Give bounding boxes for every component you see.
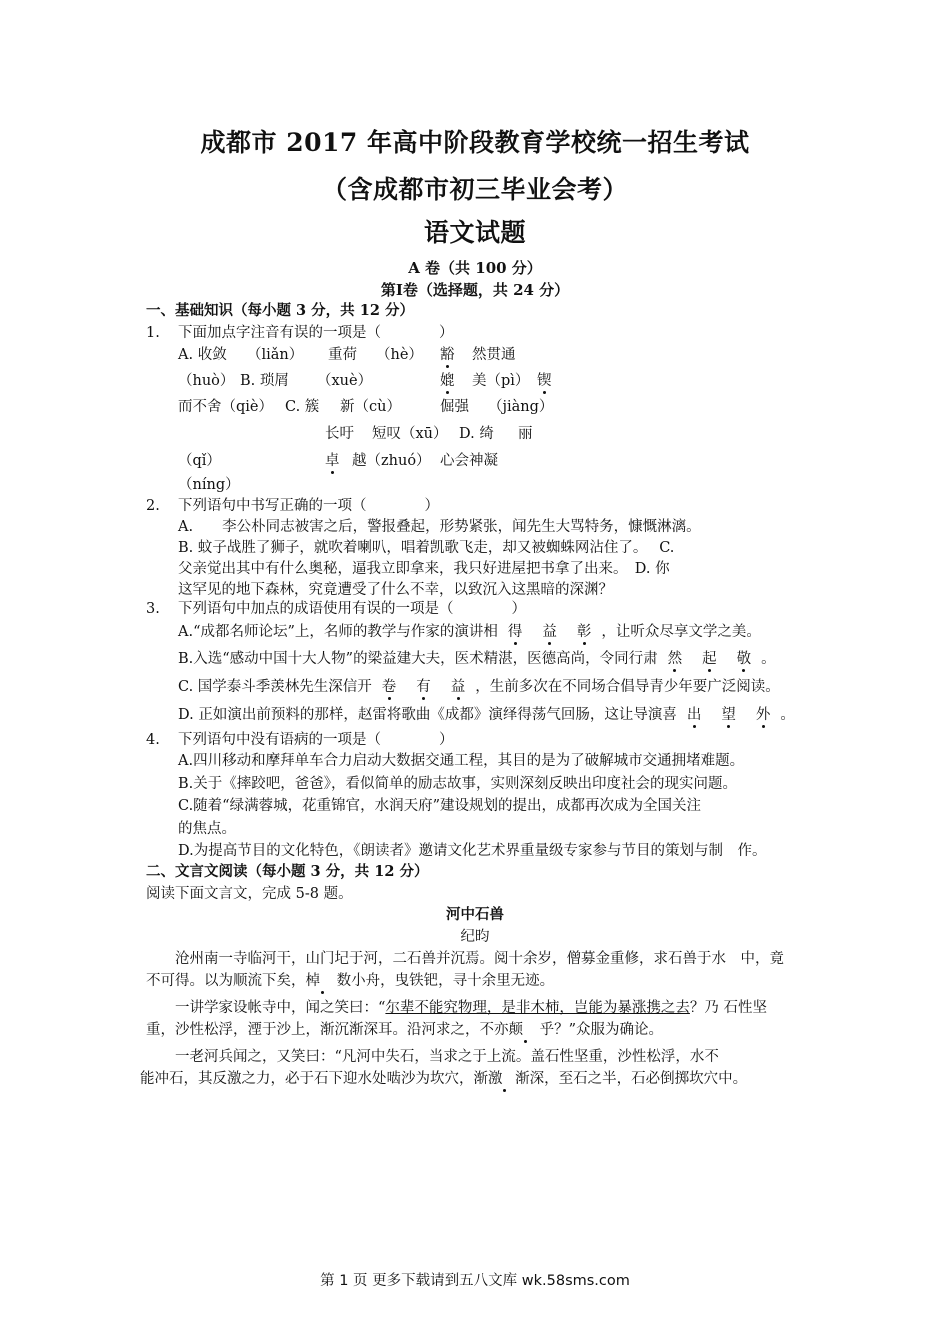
exam-subtitle: （含成都市初三毕业会考） [321, 175, 628, 204]
volume-a-label: A 卷（共 100 分） [408, 259, 542, 277]
exam-title: 成都市 2017 年高中阶段教育学校统一招生考试 [200, 128, 750, 157]
q3-option-d [178, 706, 795, 724]
idiom-char-2: 有 [416, 679, 431, 695]
essay-p1-line1: 沧州南一寺临河干，山门圮于河，二石兽并沉焉。阅十余岁，僧募金重修，求石兽于水 中，竟 [175, 951, 784, 967]
essay-text: ？乃 石性坚 [689, 1000, 768, 1016]
q1-option-d-pinyin: （qǐ） [178, 453, 221, 469]
underlined-sentence: 尔辈不能究物理，是非木柿，岂能为暴涨携之去 [385, 1000, 690, 1016]
q1-option-b-cont: 而不舍（qiè） [178, 399, 274, 415]
q2-option-d: 这罕见的地下森林，究竟遭受了什么不幸，以致沉入这黑暗的深渊？ [178, 582, 613, 598]
essay-text: 数小舟，曳铁钯，寻十余里无迹。 [336, 973, 555, 989]
idiom-char-3: 外 [755, 707, 771, 723]
q1-option-c-pinyin: 新（cù） [340, 399, 401, 415]
dotted-char [503, 1071, 508, 1087]
q3-option-c [178, 678, 780, 696]
page-footer: 第 1 页 更多下载请到五八文库 wk.58sms.com [320, 1273, 630, 1289]
section-2-heading: 二、文言文阅读（每小题 3 分，共 12 分） [146, 863, 429, 880]
q3-a-post: ，让听众尽享文学之美。 [601, 624, 761, 640]
q3-stem: 下列语句中加点的成语使用有误的一项是（ ） [178, 601, 526, 617]
q1-option-b-pinyin2: 美（pì） [472, 373, 530, 389]
q1-option-d-pinyin3: （níng） [178, 477, 240, 493]
essay-text: 能冲石，其反激之力，必于石 [140, 1071, 329, 1087]
essay-text: 渐深，至石之半，石 [515, 1071, 646, 1087]
q4-option-a: A.四川移动和摩拜单车合力启动大数据交通工程，其目的是为了破解城市交通拥堵难题。 [178, 753, 745, 769]
essay-text: 下迎水处啮沙为坎穴，渐激 [328, 1071, 503, 1087]
section-1-heading: 一、基础知识（每小题 3 分，共 12 分） [146, 302, 414, 319]
dotted-char [320, 973, 325, 989]
q3-option-a [178, 623, 761, 641]
q1-pinyin: （huò） [178, 373, 235, 389]
dotted-char: 豁 [440, 347, 455, 363]
q1-option-a-word3 [440, 346, 455, 364]
q1-option-a-word2: 重荷 [328, 347, 357, 363]
q1-option-b-word2 [440, 372, 455, 390]
idiom-char-2: 益 [542, 624, 557, 640]
idiom-char-2: 望 [721, 707, 736, 723]
q1-option-d: D. 绮 [459, 426, 494, 442]
q4-option-d: D.为提高节目的文化特色，《朗读者》邀请文化艺术界重量级专家参与节目的策划与制 作。 [178, 843, 767, 859]
q1-option-a-pinyin2: （hè） [376, 347, 423, 363]
dotted-char [523, 1022, 528, 1038]
q1-option-c-pinyin3: 短叹（xū） [372, 426, 448, 442]
essay-p3-line1: 一老河兵闻之，又笑曰：“凡河中失石，当求之于上流。盖石性坚重，沙性松浮，水不 [175, 1049, 719, 1065]
essay-title: 河中石兽 [446, 906, 504, 923]
subject-title: 语文试题 [423, 218, 526, 247]
q1-option-c-word3: 长吁 [325, 426, 354, 442]
idiom-char-2: 起 [702, 651, 717, 667]
volume-1-label: 第Ⅰ卷（选择题，共 24 分） [380, 281, 570, 299]
q3-number: 3. [146, 601, 160, 617]
idiom-char-1: 出 [686, 707, 702, 723]
q1-number: 1. [146, 325, 160, 341]
q3-option-b [178, 650, 776, 668]
q4-stem: 下列语句中没有语病的一项是（ ） [178, 732, 454, 748]
essay-text: 不可得。以为顺流下矣，棹 [146, 973, 320, 989]
q2-option-c: 父亲觉出其中有什么奥秘，逼我立即拿来，我只好进屋把书拿了出来。 D. 你 [178, 561, 670, 577]
essay-text: 一讲学家设帐寺中，闻之笑曰：“ [175, 1000, 386, 1016]
essay-text: 乎？”众服为确论。 [539, 1022, 664, 1038]
q3-d-post: 。 [780, 707, 795, 723]
idiom-char-1: 得 [507, 624, 523, 640]
q1-option-c-word2: 倔强 [440, 399, 469, 415]
q3-c-post: ，生前多次在不同场合倡导青少年要广泛阅读。 [475, 679, 780, 695]
q1-option-b: B. 琐屑 [240, 373, 289, 389]
essay-author: 纪昀 [460, 929, 490, 945]
idiom-char-3: 彰 [576, 624, 592, 640]
q4-number: 4. [146, 732, 160, 748]
idiom-char-3: 敬 [736, 651, 752, 667]
essay-p2-line1 [175, 999, 767, 1017]
essay-p2-line2 [146, 1021, 663, 1039]
q1-option-c-word: C. 簇 [285, 399, 320, 415]
q2-stem: 下列语句中书写正确的一项（ ） [178, 498, 439, 514]
q1-option-b-pinyin: （xuè） [317, 373, 373, 389]
essay-text: 必倒掷坎穴中。 [645, 1071, 748, 1087]
q1-option-d-word2 [325, 452, 340, 470]
essay-p3-line2 [140, 1070, 747, 1088]
dotted-char: 卓 [325, 453, 340, 469]
q2-option-b: B. 蚊子战胜了狮子，就吹着喇叭，唱着凯歌飞走，却又被蜘蛛网沾住了。 C. [178, 540, 675, 556]
idiom-char-1: 卷 [381, 679, 397, 695]
q1-option-b-word3 [537, 372, 552, 390]
q3-c-pre: C. 国学泰斗季羡林先生深信开 [178, 679, 372, 695]
dotted-char: 锲 [537, 373, 552, 389]
idiom-char-3: 益 [450, 679, 466, 695]
q1-option-c [285, 398, 319, 416]
q2-number: 2. [146, 498, 160, 514]
q4-option-c: C.随着“绿满蓉城，花重锦官，水润天府”建设规划的提出，成都再次成为全国关注 [178, 798, 702, 814]
essay-p1-line2 [146, 972, 554, 990]
dotted-char: 媲 [440, 373, 455, 389]
q1-option-d-pinyin2: 越（zhuó） [352, 453, 431, 469]
section-2-intro: 阅读下面文言文，完成 5-8 题。 [146, 886, 353, 902]
q1-option-d-word3: 心会神凝 [440, 453, 498, 469]
q3-a-pre: A.“成都名师论坛”上，名师的教学与作家的演讲相 [178, 624, 498, 640]
q3-b-pre: B.入选“感动中国十大人物”的梁益建大夫，医术精湛，医德高尚，令同行肃 [178, 651, 658, 667]
q1-option-a-pinyin: （liǎn） [247, 347, 304, 363]
q2-option-a: A. 李公朴同志被害之后，警报叠起，形势紧张，闻先生大骂特务，慷慨淋漓。 [178, 519, 701, 535]
q4-option-b: B.关于《摔跤吧，爸爸》，看似简单的励志故事，实则深刻反映出印度社会的现实问题。 [178, 776, 738, 792]
idiom-char-1: 然 [667, 651, 683, 667]
q4-option-c-cont: 的焦点。 [178, 821, 236, 837]
q1-option-c-pinyin2: （jiàng） [488, 399, 554, 415]
q1-option-a: A. 收敛 [178, 347, 227, 363]
q1-option-a-word3-rest: 然贯通 [472, 347, 516, 363]
q3-b-post: 。 [761, 651, 776, 667]
q1-stem: 下面加点字注音有误的一项是（ ） [178, 325, 454, 341]
q3-d-pre: D. 正如演出前预料的那样，赵雷将歌曲《成都》演绎得荡气回肠，这让导演喜 [178, 707, 677, 723]
q1-option-d-word-rest: 丽 [518, 426, 533, 442]
essay-text: 重，沙性松浮，湮于沙上，渐沉渐深耳。沿河求之，不亦颠 [146, 1022, 523, 1038]
